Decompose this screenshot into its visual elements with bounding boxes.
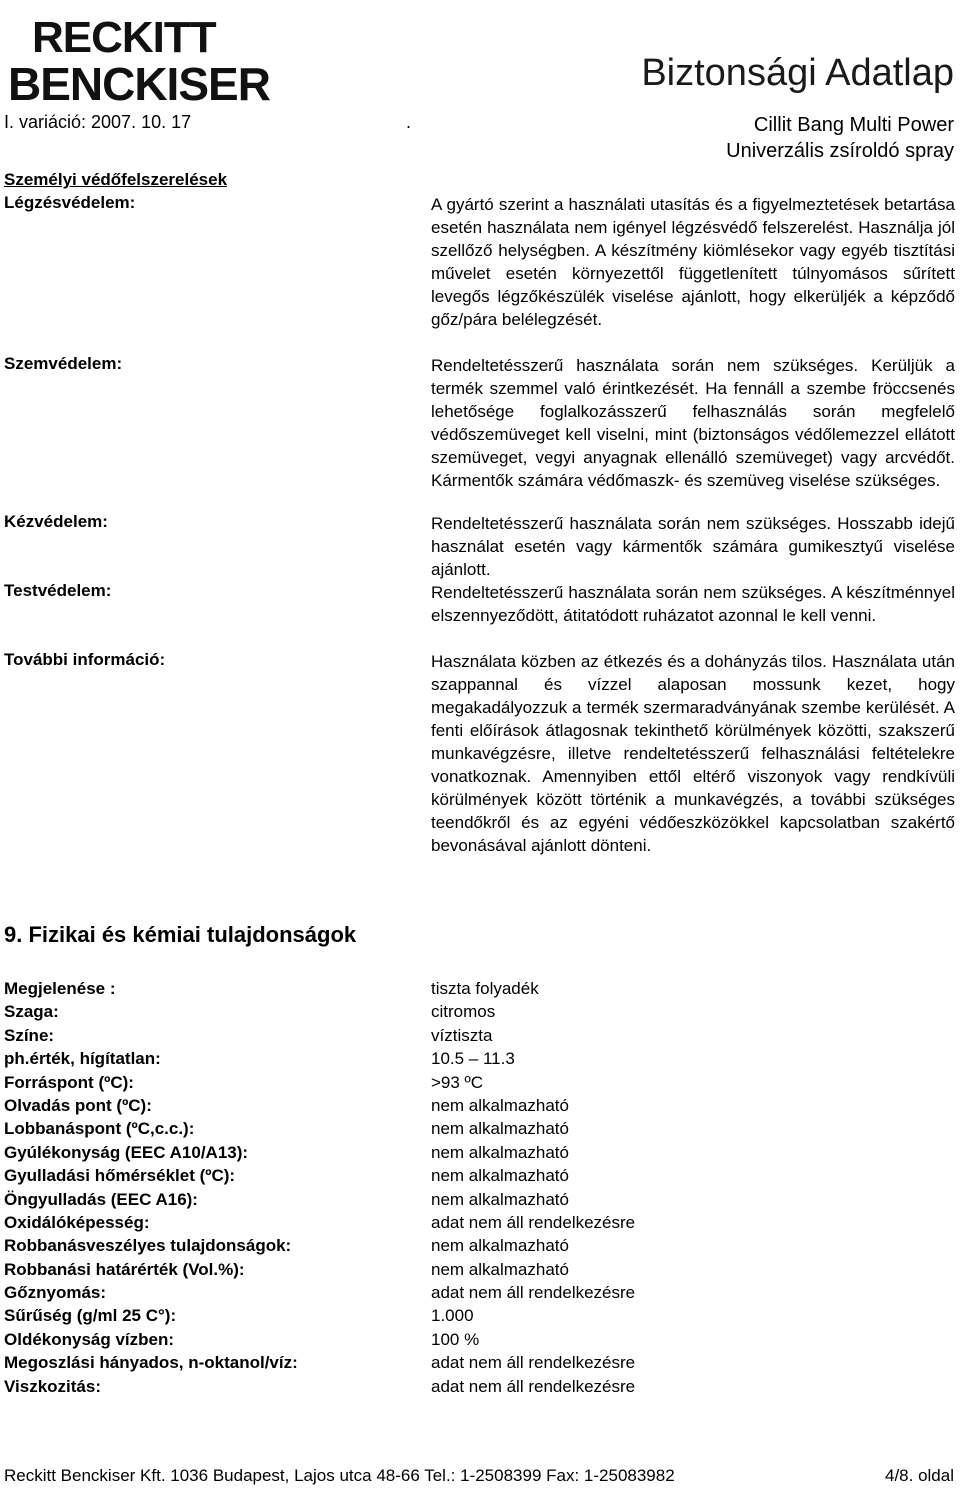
logo-wordmark bbox=[6, 8, 294, 108]
property-label: Oldékonyság vízben: bbox=[4, 1329, 175, 1349]
property-row bbox=[0, 1213, 960, 1236]
reckitt-benckiser-logo bbox=[6, 8, 294, 108]
ppe-heading: Személyi védőfelszerelések bbox=[4, 170, 228, 189]
property-label: Lobbanáspont (ºC,c.c.): bbox=[4, 1119, 195, 1139]
property-value: nem alkalmazható bbox=[431, 1119, 569, 1139]
property-value: 100 % bbox=[431, 1329, 480, 1349]
property-label: ph.érték, hígítatlan: bbox=[4, 1049, 161, 1069]
property-value: 1.000 bbox=[431, 1306, 474, 1326]
ppe-label: Légzésvédelem: bbox=[4, 193, 136, 212]
property-value: nem alkalmazható bbox=[431, 1259, 569, 1279]
product-name bbox=[726, 112, 954, 164]
property-label: Szaga: bbox=[4, 1002, 59, 1022]
property-row bbox=[0, 1049, 960, 1072]
property-value: nem alkalmazható bbox=[431, 1166, 569, 1186]
property-value: nem alkalmazható bbox=[431, 1142, 569, 1162]
property-row bbox=[0, 1330, 960, 1353]
property-label: Gőznyomás: bbox=[4, 1283, 107, 1303]
property-label: Olvadás pont (ºC): bbox=[4, 1095, 152, 1115]
property-label: Gyúlékonyság (EEC A10/A13): bbox=[4, 1142, 249, 1162]
ppe-label: Szemvédelem: bbox=[4, 354, 123, 373]
property-value: nem alkalmazható bbox=[431, 1095, 569, 1115]
property-row bbox=[0, 1166, 960, 1189]
footer-company: Reckitt Benckiser Kft. 1036 Budapest, Lajos utca 48-66 Tel.: 1-2508399 Fax: 1-25083982 bbox=[4, 1466, 675, 1485]
property-value: nem alkalmazható bbox=[431, 1189, 569, 1209]
property-label: Viszkozitás: bbox=[4, 1376, 102, 1396]
variation-date: I. variáció: 2007. 10. 17 bbox=[4, 112, 192, 132]
property-value: citromos bbox=[431, 1002, 496, 1022]
property-row bbox=[0, 1096, 960, 1119]
property-row bbox=[0, 1260, 960, 1283]
property-value: adat nem áll rendelkezésre bbox=[431, 1283, 636, 1303]
property-label: Robbanásveszélyes tulajdonságok: bbox=[4, 1236, 292, 1256]
properties-table bbox=[0, 979, 960, 1400]
property-row bbox=[0, 1073, 960, 1096]
property-row bbox=[0, 1377, 960, 1400]
property-value: víztiszta bbox=[431, 1025, 493, 1045]
header-separator: . bbox=[406, 112, 412, 132]
property-value: 10.5 – 11.3 bbox=[431, 1049, 515, 1069]
property-value: >93 ºC bbox=[431, 1072, 484, 1092]
property-label: Öngyulladás (EEC A16): bbox=[4, 1189, 198, 1209]
ppe-text: Használata közben az étkezés és a dohányzás tilos. Használata után szappannal és vízzel alaposan mossunk kezet, hogy megakadályozzuk a termék szermaradványának szembe kerülését. A fenti előírások átlagosnak tekinthető körülmények közötti, szakszerű munkavégzésre, illetve rendeltetésszerű felhasználási feltételekre vonatkoznak. Amennyiben ettől eltérő viszonyok vagy rendkívüli körülmények között történik a munkavégzés, a további szükséges teendőkről és az egyéni védőeszközökkel kapcsolatban szakértő bevonásával ajánlott dönteni. bbox=[431, 652, 955, 855]
property-value: tiszta folyadék bbox=[431, 979, 539, 998]
ppe-text: Rendeltetésszerű használata során nem szükséges. Kerüljük a termék szemmel való érintkezését. Ha fennáll a szembe fröccsenés lehetősége foglalkozásszerű felhasználás során megfelelő védőszemüveget kell viselni, mint (biztonságos védőlemezzel ellátott szemüveget, vegyi anyagnak ellenálló szemüveget) vagy arcvédőt. Kármentők számára védőmaszk- és szemüveg viselése szükséges. bbox=[431, 356, 955, 490]
property-value: adat nem áll rendelkezésre bbox=[431, 1212, 636, 1232]
ppe-label: Kézvédelem: bbox=[4, 512, 108, 531]
product-name-line1: Cillit Bang Multi Power bbox=[753, 114, 954, 136]
property-label: Robbanási határérték (Vol.%): bbox=[4, 1259, 245, 1279]
logo-line2: BENCKISER bbox=[8, 58, 270, 108]
ppe-text: Rendeltetésszerű használata során nem szükséges. A készítménnyel elszennyeződött, átitatódott ruházatot azonnal le kell venni. bbox=[431, 583, 955, 625]
property-value: adat nem áll rendelkezésre bbox=[431, 1353, 636, 1373]
ppe-text: Rendeltetésszerű használata során nem szükséges. Hosszabb idejű használat esetén vagy kármentők számára gumikesztyű viselése ajánlott. bbox=[431, 514, 955, 579]
property-row bbox=[0, 1353, 960, 1376]
property-label: Gyulladási hőmérséklet (ºC): bbox=[4, 1166, 236, 1186]
property-row bbox=[0, 1002, 960, 1025]
page-footer bbox=[4, 1466, 954, 1486]
section-9-title: 9. Fizikai és kémiai tulajdonságok bbox=[4, 922, 357, 947]
property-label: Forráspont (ºC): bbox=[4, 1072, 134, 1092]
ppe-label: További információ: bbox=[4, 650, 166, 669]
ppe-label: Testvédelem: bbox=[4, 581, 112, 600]
property-value: adat nem áll rendelkezésre bbox=[431, 1376, 636, 1396]
property-row bbox=[0, 979, 960, 1002]
footer-page-number: 4/8. oldal bbox=[885, 1466, 954, 1485]
property-label: Sűrűség (g/ml 25 C°): bbox=[4, 1306, 177, 1326]
property-value: nem alkalmazható bbox=[431, 1236, 569, 1256]
property-row bbox=[0, 1306, 960, 1329]
logo-line1: RECKITT bbox=[32, 13, 216, 62]
property-row bbox=[0, 1119, 960, 1142]
property-label: Oxidálóképesség: bbox=[4, 1212, 150, 1232]
product-name-line2: Univerzális zsíroldó spray bbox=[726, 140, 954, 162]
property-label: Megoszlási hányados, n-oktanol/víz: bbox=[4, 1353, 298, 1373]
property-row bbox=[0, 1236, 960, 1259]
document-title: Biztonsági Adatlap bbox=[641, 52, 954, 94]
ppe-text: A gyártó szerint a használati utasítás és a figyelmeztetések betartása esetén használata nem igényel légzésvédő felszerelést. Használja jól szellőző helységben. A készítmény kiömlésekor vagy egyéb tisztítási művelet esetén környezettől függetlenített túlnyomásos sűrített levegős légzőkészülék viselése ajánlott, hogy elkerüljék a képződő gőz/pára belélegzését. bbox=[431, 195, 955, 329]
property-row bbox=[0, 1190, 960, 1213]
property-row bbox=[0, 1143, 960, 1166]
property-row bbox=[0, 1026, 960, 1049]
property-label: Megjelenése : bbox=[4, 979, 116, 998]
property-row bbox=[0, 1283, 960, 1306]
property-label: Színe: bbox=[4, 1025, 55, 1045]
